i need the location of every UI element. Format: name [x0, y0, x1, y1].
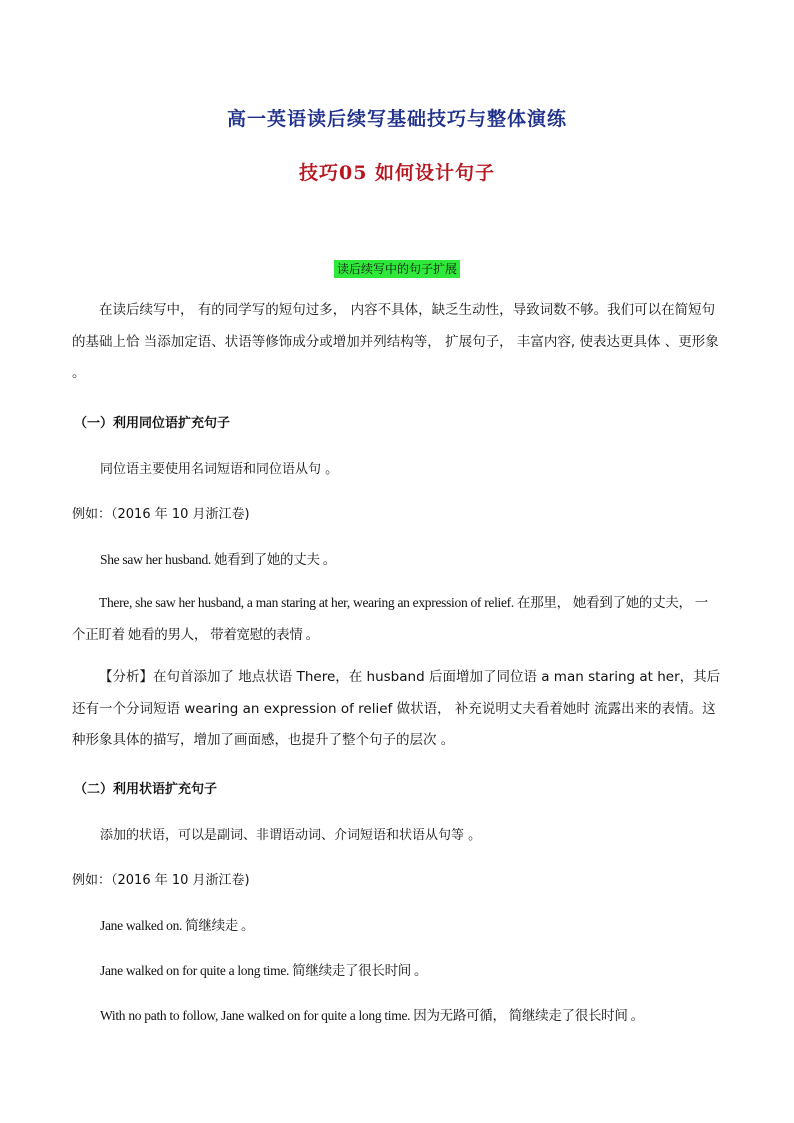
- part1-heading: （一）利用同位语扩充句子: [74, 416, 231, 431]
- part2-example-label: 例如：（2016 年 10 月浙江卷): [72, 873, 250, 888]
- part1-example-label: 例如：（2016 年 10 月浙江卷): [72, 507, 250, 522]
- section-label: [0, 258, 794, 277]
- part2-heading: （二）利用状语扩充句子: [74, 782, 218, 797]
- part2-sentence2: Jane walked on for quite a long time. 简继续走了很长时间 。: [100, 963, 428, 978]
- intro-paragraph: 在读后续写中， 有的同学写的短句过多， 内容不具体，缺乏生动性，导致词数不够。我们可以在简短句的基础上恰 当添加定语、状语等修饰成分或增加并列结构等， 扩展句子， 丰富内容, 使表达更具体 、更形象 。: [72, 302, 719, 381]
- document-subtitle: 技巧05 如何设计句子: [298, 162, 496, 184]
- part2-sentence1: Jane walked on. 简继续走 。: [100, 918, 255, 933]
- part1-description: 同位语主要使用名词短语和同位语从句 。: [100, 462, 339, 477]
- part1-analysis: 【分析】在句首添加了 地点状语 There，在 husband 后面增加了同位语 a man staring at her，其后还有一个分词短语 wearing an expression of relief 做状语， 补充说明丈夫看着她时 流露出来的表情。这种形象具体的描写，增加了画面感，也提升了整个句子的层次 。: [72, 669, 721, 748]
- part1-sentence1: She saw her husband. 她看到了她的丈夫 。: [100, 552, 336, 567]
- part2-description: 添加的状语，可以是副词、非谓语动词、介词短语和状语从句等 。: [100, 828, 482, 843]
- document-title: 高一英语读后续写基础技巧与整体演练: [226, 108, 567, 130]
- section-label-text: 读后续写中的句子扩展: [334, 260, 460, 278]
- part2-sentence3: With no path to follow, Jane walked on for quite a long time. 因为无路可循， 简继续走了很长时间 。: [100, 1008, 644, 1023]
- part1-sentence2: There, she saw her husband, a man staring at her, wearing an expression of relief. 在那里， 她看到了她的丈夫， 一 个正盯着 她看的男人， 带着宽慰的表情 。: [72, 595, 708, 642]
